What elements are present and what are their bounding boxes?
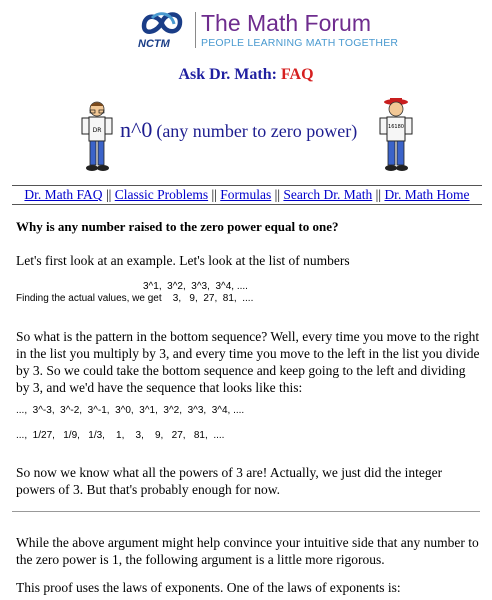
topic-sub: (any number to zero power) (156, 121, 358, 141)
nav-link-faq[interactable]: Dr. Math FAQ (24, 187, 103, 202)
page-header (0, 66, 492, 84)
nav-link-classic-problems[interactable]: Classic Problems (114, 187, 209, 202)
paragraph-pattern: So what is the pattern in the bottom sequence? Well, every time you move to the right in the list you multiply by 3, and every time you move to the left in the list you divide by 3. So we could take the bottom sequence and keep going to the left and dividing by 3, and we'd have the sequence that looks like this: (16, 329, 480, 395)
forum-tagline: PEOPLE LEARNING MATH TOGETHER (201, 37, 399, 49)
sequence-extended-powers: ..., 3^-3, 3^-2, 3^-1, 3^0, 3^1, 3^2, 3^3, 3^4, .... (16, 405, 245, 416)
forum-title: The Math Forum (201, 10, 371, 36)
dr-math-character-left-icon (78, 100, 116, 172)
paragraph-conclusion: So now we know what all the powers of 3 are! Actually, we just did the integer powers of 3. But that's probably enough for now. (16, 465, 443, 497)
math-forum-logo[interactable] (138, 8, 399, 52)
nav-separator: || (372, 187, 385, 202)
nav-link-search[interactable]: Search Dr. Math (283, 187, 373, 202)
nav-separator: || (271, 187, 284, 202)
sequence-powers: 3^1, 3^2, 3^3, 3^4, .... (143, 281, 248, 292)
right-badge-text: 16180 (388, 124, 404, 130)
nav-separator: || (208, 187, 221, 202)
sequence-extended-values: ..., 1/27, 1/9, 1/3, 1, 3, 9, 27, 81, .... (16, 430, 225, 441)
logo-divider (195, 12, 196, 48)
ask-dr-math-label: Ask Dr. Math: (178, 66, 281, 83)
question-heading: Why is any number raised to the zero power equal to one? (16, 219, 339, 234)
nav-bar (12, 185, 482, 205)
divider (12, 511, 480, 512)
sequence-values: Finding the actual values, we get 3, 9, 27, 81, .... (16, 293, 254, 304)
dr-math-character-right-icon (376, 98, 416, 172)
paragraph-intro: Let's first look at an example. Let's look at the list of numbers (16, 253, 350, 268)
topic-main: n^0 (120, 117, 153, 142)
topic-title (120, 117, 357, 143)
faq-label: FAQ (280, 66, 314, 83)
paragraph-rigorous: While the above argument might help convince your intuitive side that any number to the zero power is 1, the following argument is a little more rigorous. (16, 535, 479, 567)
nav-separator: || (102, 187, 115, 202)
left-badge-text: DR (92, 127, 102, 134)
nav-link-home[interactable]: Dr. Math Home (384, 187, 470, 202)
ncmt-label: NCTM (138, 38, 170, 50)
nav-link-formulas[interactable]: Formulas (220, 187, 272, 202)
paragraph-laws: This proof uses the laws of exponents. One of the laws of exponents is: (16, 580, 401, 595)
